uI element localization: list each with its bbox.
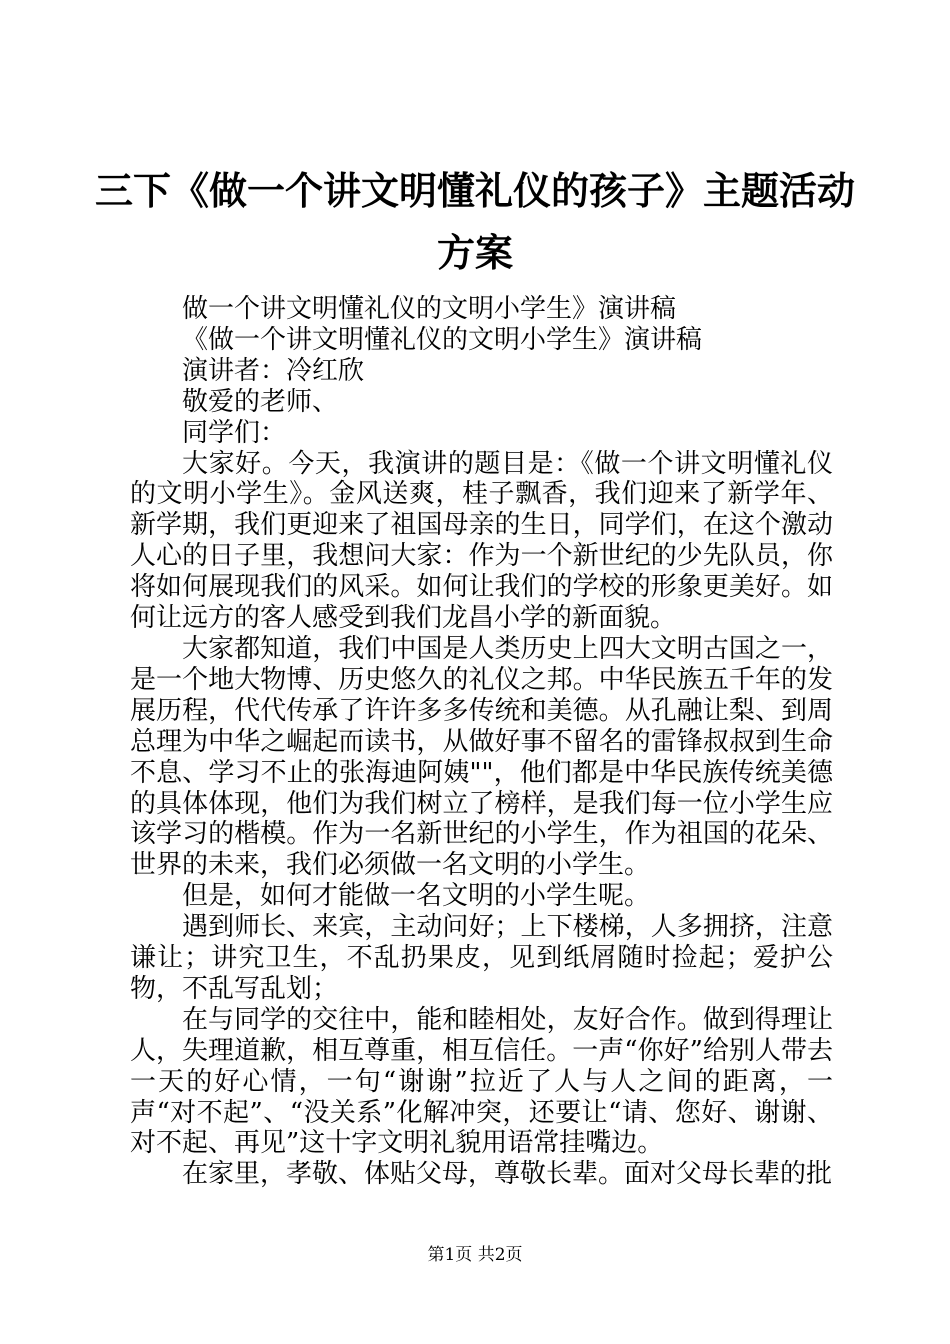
paragraph: 遇到师长、来宾，主动问好；上下楼梯，人多拥挤，注意谦让；讲究卫生，不乱扔果皮，见到纸屑随时捡起；爱护公物，不乱写乱划； <box>130 912 833 1004</box>
speaker-line: 演讲者：冷红欣 <box>182 355 365 386</box>
paragraph: 在与同学的交往中，能和睦相处，友好合作。做到得理让人，失理道歉，相互尊重，相互信任。一声“你好”给别人带去一天的好心情，一句“谢谢”拉近了人与人之间的距离，一声“对不起”、“没关系”化解冲突，还要让“请、您好、谢谢、对不起、再见”这十字文明礼貌用语常挂嘴边。 <box>130 1004 833 1159</box>
paragraph: 做一个讲文明懂礼仪的文明小学生》演讲稿 <box>182 294 677 324</box>
paragraph: 大家都知道，我们中国是人类历史上四大文明古国之一，是一个地大物博、历史悠久的礼仪之邦。中华民族五千年的发展历程，代代传承了许许多多传统和美德。从孔融让梨、到周总理为中华之崛起而读书，从做好事不留名的雷锋叔叔到生命不息、学习不止的张海迪阿姨""，他们都是中华民族传统美德的具体体现，他们为我们树立了榜样，是我们每一位小学生应该学习的楷模。作为一名新世纪的小学生，作为祖国的花朵、世界的未来，我们必须做一名文明的小学生。 <box>130 633 833 881</box>
page-footer: 第1页 共2页 <box>427 1245 523 1265</box>
paragraph: 《做一个讲文明懂礼仪的文明小学生》演讲稿 <box>182 324 703 355</box>
document-title: 三下《做一个讲文明懂礼仪的孩子》主题活动方案 <box>94 168 855 275</box>
salutation-line: 同学们： <box>182 417 287 448</box>
paragraph: 在家里，孝敬、体贴父母，尊敬长辈。面对父母长辈的批 <box>182 1159 833 1190</box>
salutation-line: 敬爱的老师、 <box>182 386 339 417</box>
document-body <box>130 294 833 1190</box>
paragraph: 大家好。今天，我演讲的题目是：《做一个讲文明懂礼仪的文明小学生》。金风送爽，桂子飘香，我们迎来了新学年、新学期，我们更迎来了祖国母亲的生日，同学们，在这个激动人心的日子里，我想问大家：作为一个新世纪的少先队员，你将如何展现我们的风采。如何让我们的学校的形象更美好。如何让远方的客人感受到我们龙昌小学的新面貌。 <box>130 448 833 634</box>
paragraph: 但是，如何才能做一名文明的小学生呢。 <box>182 881 651 912</box>
